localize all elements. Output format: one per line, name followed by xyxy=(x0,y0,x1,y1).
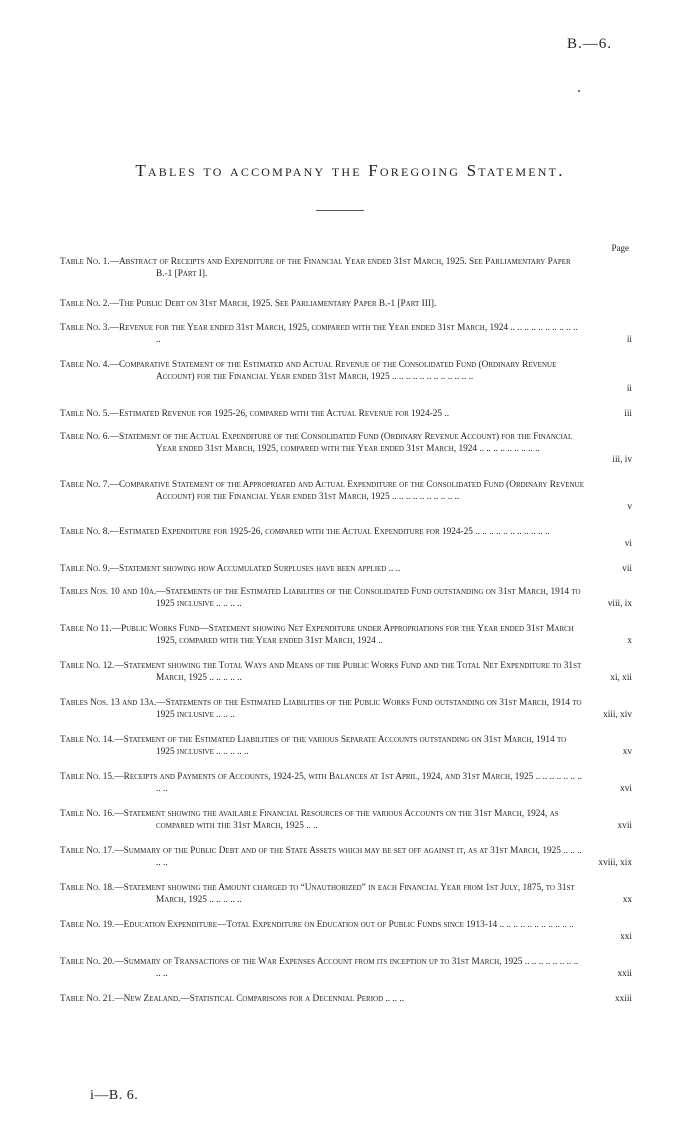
entry-page: xi, xii xyxy=(610,673,632,683)
entry-label: Tables Nos. 13 and 13a. xyxy=(60,698,157,708)
entry-label: Table No. 18. xyxy=(60,883,115,893)
toc-entry-17 xyxy=(60,845,632,882)
toc-entry-3 xyxy=(60,322,632,359)
toc-entry-6 xyxy=(60,431,632,479)
table-of-contents xyxy=(60,256,632,1015)
entry-description: —Receipts and Payments of Accounts, 1924-25, with Balances at 1st April, 1924, and 31st March, 1925 .. .. .. .. .. .. .. .. .. xyxy=(114,772,583,794)
entry-description: —Summary of Transactions of the War Expenses Account from its inception up to 31st March, 1925 .. .. .. .. .. .. .. .. .. .. xyxy=(114,957,579,979)
toc-entry-21 xyxy=(60,993,632,1015)
toc-entry-2 xyxy=(60,298,632,322)
entry-page: ii xyxy=(626,335,632,345)
entry-description: —Statements of the Estimated Liabilities of the Consolidated Fund outstanding on 31st March, 1914 to 1925 inclusive .. .. .. .. xyxy=(156,587,581,609)
toc-entry-15 xyxy=(60,771,632,808)
entry-page: xvi xyxy=(620,784,632,794)
entry-page: iii xyxy=(624,409,632,419)
entry-label: Table No. 2. xyxy=(60,299,110,309)
entry-page: xiii, xiv xyxy=(603,710,632,720)
entry-description: —Revenue for the Year ended 31st March, 1925, compared with the Year ended 31st March, 1924 .. .. .. .. .. .. .. .. .. .. .. xyxy=(109,323,578,345)
entry-page: vi xyxy=(624,539,632,549)
entry-label: Table No. 19. xyxy=(60,920,115,930)
entry-description: —Education Expenditure—Total Expenditure on Education out of Public Funds since 1913-14 .. .. .. .. .. .. .. .. .. .. .. xyxy=(114,920,574,930)
entry-page: viii, ix xyxy=(607,599,632,609)
entry-description: —Estimated Revenue for 1925-26, compared with the Actual Revenue for 1924-25 .. xyxy=(109,409,450,419)
entry-label: Table No. 20. xyxy=(60,957,115,967)
entry-description: —Estimated Expenditure for 1925-26, compared with the Actual Expenditure for 1924-25 .. .. .. .. .. .. .. .. .. .. .. xyxy=(109,527,550,537)
entry-page: xvii xyxy=(617,821,632,831)
toc-entry-13 xyxy=(60,697,632,734)
entry-description: —Comparative Statement of the Appropriated and Actual Expenditure of the Consolidated Fund (Ordinary Revenue Account) for the Financial Year ended 31st March, 1925 .. .. .. .. .. .. .. .. .. .. xyxy=(109,480,584,502)
entry-label: Table No. 16. xyxy=(60,809,115,819)
toc-entry-18 xyxy=(60,882,632,919)
entry-label: Table No. 14. xyxy=(60,735,115,745)
toc-entry-16 xyxy=(60,808,632,845)
entry-description: —Comparative Statement of the Estimated and Actual Revenue of the Consolidated Fund (Ordinary Revenue Account) for the Financial Year ended 31st March, 1925 .. .. .. .. .. .. .. .. .. .. .. .. xyxy=(109,360,557,382)
signature-mark: i—B. 6. xyxy=(90,1088,139,1103)
entry-page: xviii, xix xyxy=(598,858,632,868)
toc-entry-10 xyxy=(60,586,632,623)
toc-entry-20 xyxy=(60,956,632,993)
entry-label: Tables Nos. 10 and 10a. xyxy=(60,587,157,597)
entry-page: ii xyxy=(626,384,632,394)
entry-description: —The Public Debt on 31st March, 1925. See Parliamentary Paper B.-1 [Part III]. xyxy=(109,299,437,309)
entry-page: xxiii xyxy=(614,994,632,1004)
toc-entry-4 xyxy=(60,359,632,408)
entry-label: Table No. 9. xyxy=(60,564,110,574)
toc-entry-5 xyxy=(60,408,632,431)
entry-label: Table No. 4. xyxy=(60,360,110,370)
entry-description: —Statement of the Actual Expenditure of the Consolidated Fund (Ordinary Revenue Account) for the Financial Year ended 31st March, 1925, compared with the Year ended 31st March, 1924 .. .. .. .. .. .. .. .. .. xyxy=(109,432,573,454)
entry-page: v xyxy=(627,502,632,512)
entry-label: Table No. 21. xyxy=(60,994,115,1004)
entry-label: Table No. 17. xyxy=(60,846,115,856)
page-title: Tables to accompany the Foregoing Statement. xyxy=(135,161,565,181)
entry-description: —New Zealand.—Statistical Comparisons for a Decennial Period .. .. .. xyxy=(114,994,405,1004)
entry-label: Table No. 6. xyxy=(60,432,110,442)
entry-description: —Public Works Fund—Statement showing Net Expenditure under Appropriations for the Year ended 31st March 1925, compared with the Year ended 31st March, 1924 .. xyxy=(111,624,574,646)
toc-entry-14 xyxy=(60,734,632,771)
entry-description: —Statement showing the Total Ways and Means of the Public Works Fund and the Total Net Expenditure to 31st March, 1925 .. .. .. .. .. xyxy=(114,661,582,683)
entry-description: —Statement showing how Accumulated Surpluses have been applied .. .. xyxy=(109,564,401,574)
toc-entry-7 xyxy=(60,479,632,526)
toc-entry-19 xyxy=(60,919,632,956)
entry-description: —Statements of the Estimated Liabilities of the Public Works Fund outstanding on 31st March, 1914 to 1925 inclusive .. .. .. xyxy=(156,698,582,720)
entry-page: xv xyxy=(622,747,632,757)
entry-label: Table No. 8. xyxy=(60,527,110,537)
entry-label: Table No 11. xyxy=(60,624,112,634)
entry-page: xxi xyxy=(620,932,632,942)
toc-entry-1 xyxy=(60,256,632,298)
document-id: B.—6. xyxy=(566,36,612,52)
entry-page: x xyxy=(627,636,632,646)
toc-entry-8 xyxy=(60,526,632,563)
toc-entry-12 xyxy=(60,660,632,697)
entry-description: —Abstract of Receipts and Expenditure of the Financial Year ended 31st March, 1925. See Parliamentary Paper B.-1 [Part I]. xyxy=(109,257,571,279)
entry-label: Table No. 12. xyxy=(60,661,115,671)
toc-entry-11 xyxy=(60,623,632,660)
title-divider xyxy=(316,210,364,211)
entry-description: —Statement of the Estimated Liabilities of the various Separate Accounts outstanding on 31st March, 1914 to 1925 inclusive .. .. .. .. .. xyxy=(114,735,567,757)
ink-speck xyxy=(578,90,580,92)
entry-description: —Summary of the Public Debt and of the State Assets which may be set off against it, as at 31st March, 1925 .. .. .. .. .. xyxy=(114,846,582,868)
entry-page: xx xyxy=(622,895,632,905)
entry-page: xxii xyxy=(617,969,632,979)
entry-label: Table No. 7. xyxy=(60,480,110,490)
toc-entry-9 xyxy=(60,563,632,586)
entry-label: Table No. 1. xyxy=(60,257,110,267)
entry-description: —Statement showing the available Financial Resources of the various Accounts on the 31st March, 1924, as compared with the 31st March, 1925 .. .. xyxy=(114,809,559,831)
page-column-header: Page xyxy=(611,243,629,253)
entry-label: Table No. 15. xyxy=(60,772,115,782)
entry-page: vii xyxy=(622,564,632,574)
entry-label: Table No. 5. xyxy=(60,409,110,419)
entry-page: iii, iv xyxy=(612,455,632,465)
entry-description: —Statement showing the Amount charged to “Unauthorized” in each Financial Year from 1st July, 1875, to 31st March, 1925 .. .. .. .. .. xyxy=(114,883,575,905)
entry-label: Table No. 3. xyxy=(60,323,110,333)
